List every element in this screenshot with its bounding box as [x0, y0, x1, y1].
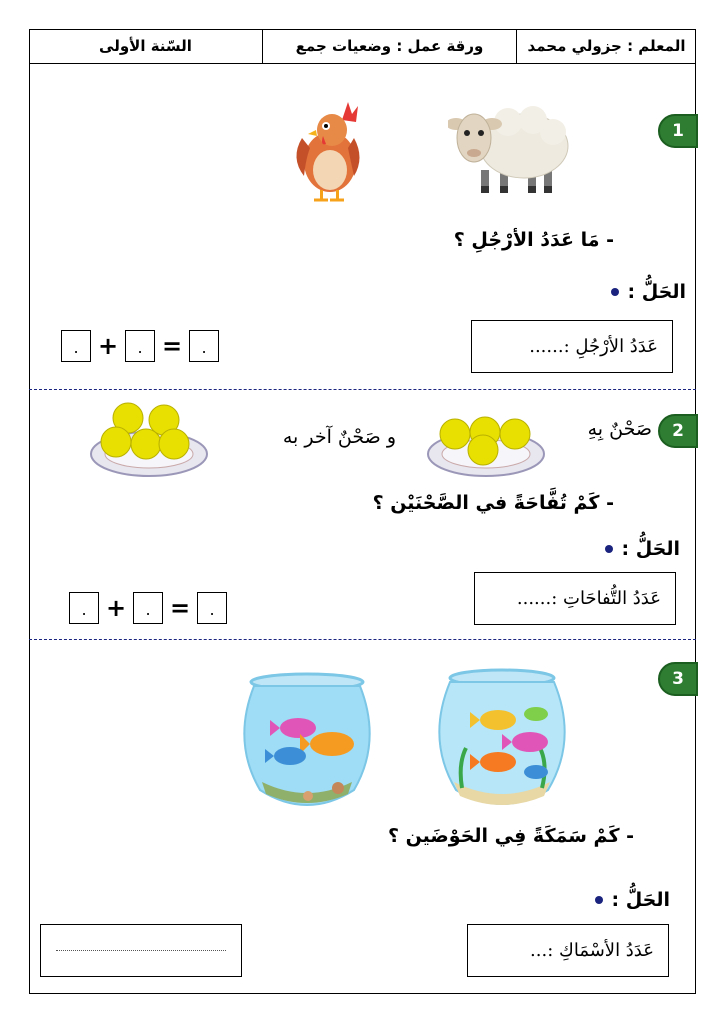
header-row	[29, 29, 696, 64]
bullet-icon	[595, 896, 603, 904]
exercise2-answer-box[interactable]: عَدَدُ التُّفاحَاتِ :......	[474, 572, 676, 625]
equation-blank[interactable]: .	[61, 330, 91, 362]
solution-text: الحَلُّ :	[627, 281, 686, 303]
fishbowl-image	[432, 668, 572, 812]
equation-blank[interactable]: .	[197, 592, 227, 624]
worksheet-title: ورقة عمل : وضعيات جمع	[262, 29, 516, 63]
equals-sign: =	[169, 594, 191, 622]
exercise2-solution-label	[605, 538, 680, 560]
exercise1-equation	[61, 330, 219, 362]
hen-image	[290, 98, 365, 204]
apple-plate-image	[88, 398, 210, 480]
exercise2-equation	[69, 592, 227, 624]
teacher-name: المعلم : جزولي محمد	[516, 29, 696, 63]
exercise2-question: - كَمْ تُفَّاحَةً في الصَّحْنَيْن ؟	[372, 492, 614, 514]
exercise3-work-box[interactable]	[40, 924, 242, 977]
plus-sign: +	[97, 332, 119, 360]
fishbowl-image	[238, 672, 376, 812]
equation-blank[interactable]: .	[133, 592, 163, 624]
equation-blank[interactable]: .	[69, 592, 99, 624]
section-divider	[29, 389, 696, 390]
equation-blank[interactable]: .	[189, 330, 219, 362]
plate2-text: و صَحْنٌ آخر به	[282, 426, 396, 448]
bullet-icon	[605, 545, 613, 553]
exercise-number-badge: 2	[658, 414, 698, 448]
exercise1-question: - مَا عَدَدُ الأرْجُلِ ؟	[453, 229, 614, 251]
plate1-text: صَحْنٌ بِهِ	[587, 418, 652, 440]
exercise-number-badge: 1	[658, 114, 698, 148]
exercise1-answer-box[interactable]: عَدَدُ الأرْجُلِ :......	[471, 320, 673, 373]
exercise-number-badge: 3	[658, 662, 698, 696]
sheep-image	[448, 98, 573, 198]
apple-plate-image	[425, 404, 547, 480]
bullet-icon	[611, 288, 619, 296]
exercise3-question: - كَمْ سَمَكَةً فِي الحَوْضَين ؟	[387, 825, 634, 847]
grade-level: السّنة الأولى	[99, 37, 192, 55]
equation-blank[interactable]: .	[125, 330, 155, 362]
solution-text: الحَلُّ :	[611, 889, 670, 911]
exercise3-answer-box[interactable]: عَدَدُ الأسْمَاكِ :...	[467, 924, 669, 977]
solution-text: الحَلُّ :	[621, 538, 680, 560]
equals-sign: =	[161, 332, 183, 360]
plus-sign: +	[105, 594, 127, 622]
exercise1-solution-label	[611, 281, 686, 303]
section-divider	[29, 639, 696, 640]
dotted-line	[56, 950, 226, 951]
exercise3-solution-label	[595, 889, 670, 911]
